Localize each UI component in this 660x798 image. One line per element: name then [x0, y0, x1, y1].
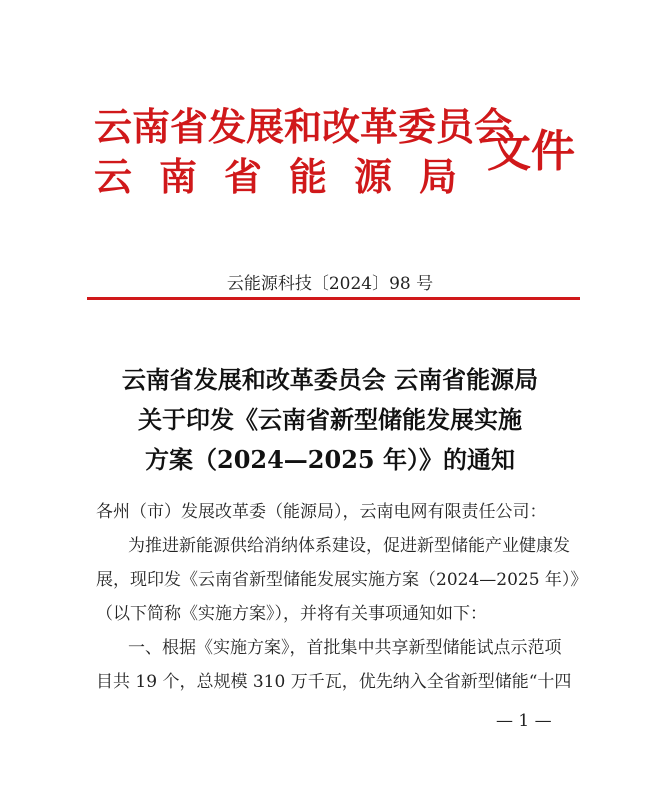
page-number: — 1 — — [496, 711, 552, 731]
recipients-line: 各州（市）发展改革委（能源局），云南电网有限责任公司： — [96, 502, 547, 522]
document-header — [94, 98, 574, 218]
document-body — [96, 495, 588, 699]
document-number: 云能源科技〔2024〕98 号 — [226, 274, 434, 294]
paragraph-1-line-3: （以下简称《实施方案》），并将有关事项通知如下： — [96, 604, 487, 624]
issuer-name-2: 云南省能源局 — [94, 154, 485, 199]
paragraph-1-line-2: 展，现印发《云南省新型储能发展实施方案（2024—2025 年）》 — [96, 570, 588, 590]
red-divider-line — [87, 297, 580, 300]
document-type-label: 文件 — [487, 126, 575, 177]
paragraph-2-line-2: 目共 19 个，总规模 310 万千瓦，优先纳入全省新型储能“十四 — [96, 672, 572, 692]
paragraph-2-line-1: 一、根据《实施方案》，首批集中共享新型储能试点示范项 — [128, 638, 562, 658]
title-line-3: 方案（2024—2025 年）》的通知 — [145, 445, 515, 474]
title-line-2: 关于印发《云南省新型储能发展实施 — [138, 405, 522, 434]
title-line-1: 云南省发展和改革委员会 云南省能源局 — [121, 365, 539, 394]
paragraph-1-line-1: 为推进新能源供给消纳体系建设，促进新型储能产业健康发 — [128, 536, 570, 556]
document-title — [0, 360, 660, 480]
issuer-name-1: 云南省发展和改革委员会 — [94, 104, 513, 149]
